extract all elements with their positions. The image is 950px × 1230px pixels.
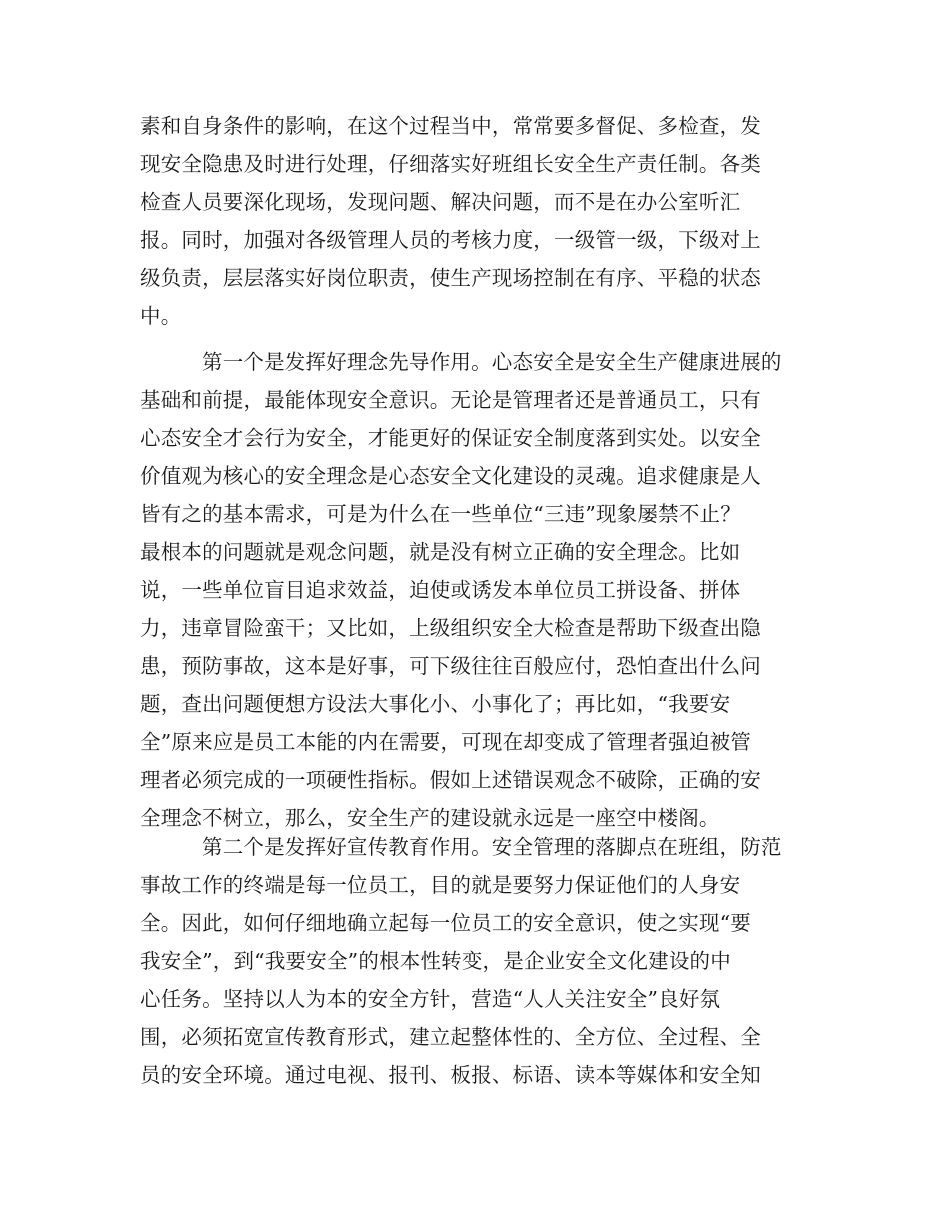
text-line: 心任务。坚持以人为本的安全方针，营造“人人关注安全”良好氛 (140, 987, 721, 1011)
text-line: 报。同时，加强对各级管理人员的考核力度，一级管一级，下级对上 (140, 228, 761, 252)
text-line: 皆有之的基本需求，可是为什么在一些单位“三违”现象屡禁不止？ (140, 502, 741, 526)
text-line: 素和自身条件的影响，在这个过程当中，常常要多督促、多检查，发 (140, 114, 761, 138)
text-line: 基础和前提，最能体现安全意识。无论是管理者还是普通员工，只有 (140, 388, 761, 412)
text-line: 全理念不树立，那么，安全生产的建设就永远是一座空中楼阁。 (140, 806, 720, 830)
text-line: 事故工作的终端是每一位员工，目的就是要努力保证他们的人身安 (140, 873, 741, 897)
text-line: 理者必须完成的一项硬性指标。假如上述错误观念不破除，正确的安 (140, 768, 761, 792)
text-line: 说，一些单位盲目追求效益，迫使或诱发本单位员工拼设备、拼体 (140, 578, 741, 602)
text-line: 最根本的问题就是观念问题，就是没有树立正确的安全理念。比如 (140, 540, 741, 564)
text-line: 现安全隐患及时进行处理，仔细落实好班组长安全生产责任制。各类 (140, 152, 761, 176)
text-line: 我安全”，到“我要安全”的根本性转变，是企业安全文化建设的中 (140, 949, 731, 973)
text-line: 中。 (140, 304, 182, 328)
text-line: 围，必须拓宽宣传教育形式，建立起整体性的、全方位、全过程、全 (140, 1025, 761, 1049)
text-line: 患，预防事故，这本是好事，可下级往往百般应付，恐怕查出什么问 (140, 654, 761, 678)
paragraph-3 (140, 828, 810, 1094)
text-line: 员的安全环境。通过电视、报刊、板报、标语、读本等媒体和安全知 (140, 1063, 761, 1087)
text-line: 级负责，层层落实好岗位职责，使生产现场控制在有序、平稳的状态 (140, 266, 761, 290)
text-line: 全。因此，如何仔细地确立起每一位员工的安全意识，使之实现“要 (140, 911, 751, 935)
text-line: 全”原来应是员工本能的内在需要，可现在却变成了管理者强迫被管 (140, 730, 751, 754)
text-line: 力，违章冒险蛮干；又比如，上级组织安全大检查是帮助下级查出隐 (140, 616, 761, 640)
text-line: 检查人员要深化现场，发现问题、解决问题，而不是在办公室听汇 (140, 190, 741, 214)
text-line: 第二个是发挥好宣传教育作用。安全管理的落脚点在班组，防范 (202, 835, 782, 859)
text-line: 心态安全才会行为安全，才能更好的保证安全制度落到实处。以安全 (140, 426, 761, 450)
text-line: 题，查出问题便想方设法大事化小、小事化了；再比如，“我要安 (140, 692, 731, 716)
text-line: 价值观为核心的安全理念是心态安全文化建设的灵魂。追求健康是人 (140, 464, 761, 488)
paragraph-1 (140, 107, 810, 335)
text-line: 第一个是发挥好理念先导作用。心态安全是安全生产健康进展的 (202, 350, 782, 374)
paragraph-2 (140, 343, 810, 837)
